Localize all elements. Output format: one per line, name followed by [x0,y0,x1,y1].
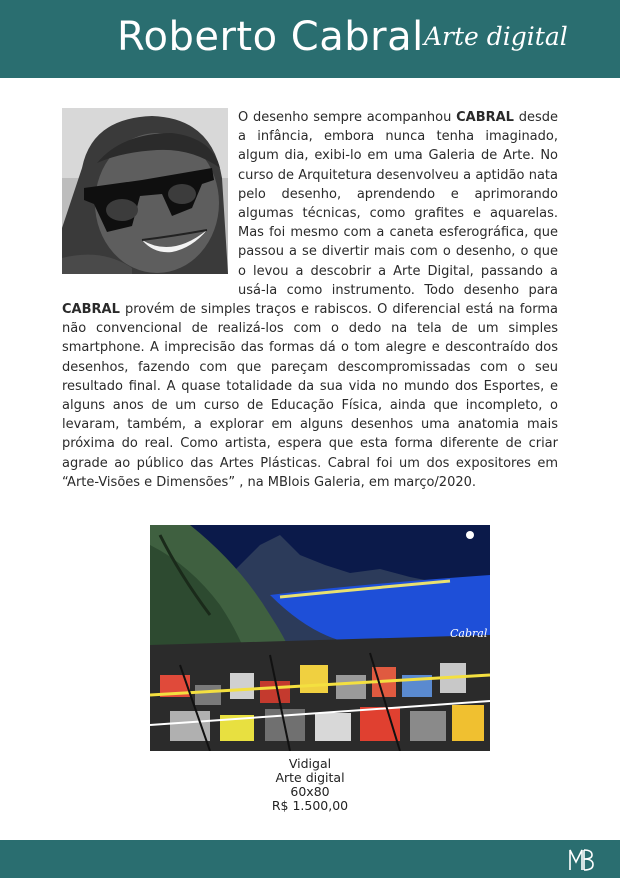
artist-name-bold: CABRAL [62,302,120,318]
artwork-technique: Arte digital [275,770,345,785]
artwork-title: Vidigal [288,756,332,771]
artist-name: Roberto Cabral [117,14,424,60]
artwork-caption [240,757,380,813]
page-footer [0,840,620,878]
artist-name-bold: CABRAL [456,110,514,125]
artwork-size: 60x80 [290,784,330,799]
svg-text:MB: MB [568,846,570,847]
artwork-signature: Cabral [450,627,488,640]
gallery-logo [568,846,594,872]
artwork-price: R$ 1.500,00 [271,798,349,813]
artist-biography: O desenho sempre acompanhou CABRAL desde a infância, embora nunca tenha imaginado, algum dia, exibi-lo em uma Galeria de Arte. No curso de Arquitetura desenvolveu a aptidão nata pelo desenho, aprendendo e aprimorando algumas técnicas, como grafites e aquarelas. Mas foi mesmo com a caneta esferográfica, que passou a se divertir mais com o desenho, o que o levou a descobrir a Arte Digital, passando a usá-la como instrumento. Todo desenho para CABRAL provém de simples traços e rabiscos. O diferencial está na forma não convencional de realizá-los com o dedo na tela de um simples smartphone. A imprecisão das formas dá o tom alegre e descontraído dos desenhos, fazendo com que pareçam descompromissadas com o seu resultado final. A quase totalidade da sua vida no mundo dos Esportes, e alguns anos de um curso de Educação Física, ainda que incompleto, o levaram, também, a explorar em alguns desenhos uma anatomia mais próxima do real. Como artista, espera que esta forma diferente de criar agrade ao público das Artes Plásticas. Cabral foi um dos expositores em “Arte-Visões e Dimensões” , na MBlois Galeria, em março/2020. [62,110,558,490]
category-label: Arte digital [424,22,568,51]
page-header [0,0,620,78]
artwork-image [150,525,490,751]
